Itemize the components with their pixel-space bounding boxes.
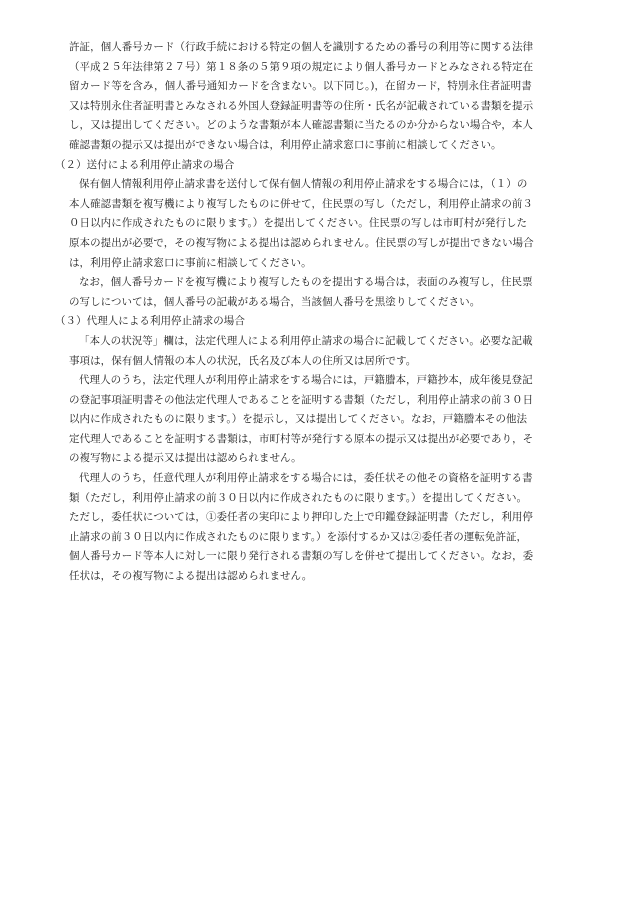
paragraph-line: ただし，委任状については，①委任者の実印により押印した上で印鑑登録証明書（ただし，利用停 bbox=[69, 511, 533, 524]
intro-line: 又は特別永住者証明書とみなされる外国人登録証明書等の住所・氏名が記載されている書類を提示 bbox=[69, 99, 534, 112]
paragraph-line: 以内に作成されたものに限ります。）を提示し，又は提出してください。なお，戸籍謄本その他法 bbox=[69, 413, 528, 426]
intro-line: し，又は提出してください。どのような書類が本人確認書類に当たるのか分からない場合や，本人 bbox=[69, 119, 533, 132]
paragraph-line: は，利用停止請求窓口に事前に相談してください。 bbox=[69, 256, 312, 269]
section-3-heading: （３）代理人による利用停止請求の場合 bbox=[55, 315, 245, 328]
paragraph-first-line: 保有個人情報利用停止請求書を送付して保有個人情報の利用停止請求をする場合には，（１）の bbox=[79, 178, 528, 191]
paragraph-line: の登記事項証明書その他法定代理人であることを証明する書類（ただし，利用停止請求の前３０日 bbox=[69, 393, 534, 406]
paragraph-line: の複写物による提示又は提出は認められません。 bbox=[69, 452, 302, 465]
paragraph-first-line: 代理人のうち，法定代理人が利用停止請求をする場合には，戸籍謄本，戸籍抄本，成年後見登記 bbox=[79, 374, 533, 387]
paragraph-line: 任状は，その複写物による提出は認められません。 bbox=[69, 570, 313, 583]
paragraph-line: 定代理人であることを証明する書類は，市町村等が発行する原本の提示又は提出が必要であり，そ bbox=[69, 432, 534, 445]
paragraph-line: 本人確認書類を複写機により複写したものに併せて，住民票の写し（ただし，利用停止請求の前３ bbox=[69, 197, 533, 210]
intro-line: 確認書類の提示又は提出ができない場合は，利用停止請求窓口に事前に相談してください。 bbox=[69, 138, 502, 151]
paragraph-line: 原本の提出が必要で，その複写物による提出は認められません。住民票の写しが提出できない場合 bbox=[69, 236, 534, 249]
paragraph-first-line: なお，個人番号カードを複写機により複写したものを提出する場合は，表面のみ複写し，住民票 bbox=[79, 276, 533, 289]
section-2-heading: （２）送付による利用停止請求の場合 bbox=[55, 158, 235, 171]
paragraph-first-line: 「本人の状況等」欄は，法定代理人による利用停止請求の場合に記載してください。必要な記載 bbox=[79, 334, 533, 347]
intro-line: 留カード等を含み，個人番号通知カードを含まない。以下同じ。)，在留カード，特別永住者証明書 bbox=[69, 80, 532, 93]
document-body bbox=[55, 38, 590, 587]
paragraph-line: 事項は，保有個人情報の本人の状況，氏名及び本人の住所又は居所です。 bbox=[69, 354, 417, 367]
paragraph-line: 類（ただし，利用停止請求の前３０日以内に作成されたものに限ります。）を提出してください。 bbox=[69, 491, 528, 504]
intro-line: 許証，個人番号カード（行政手続における特定の個人を識別するための番号の利用等に関する法律 bbox=[69, 41, 534, 53]
paragraph-line: ０日以内に作成されたものに限ります。）を提出してください。住民票の写しは市町村が発行した bbox=[69, 217, 528, 230]
paragraph-line: 個人番号カード等本人に対し一に限り発行される書類の写しを併せて提出してください。なお，委 bbox=[69, 550, 534, 563]
paragraph-line: 止請求の前３０日以内に作成されたものに限ります。）を添付するか又は②委任者の運転免許証， bbox=[69, 530, 528, 543]
paragraph-line: の写しについては，個人番号の記載がある場合，当該個人番号を黒塗りしてください。 bbox=[69, 295, 481, 308]
intro-line: （平成２５年法律第２７号）第１８条の５第９項の規定により個人番号カードとみなされる特定在 bbox=[69, 60, 534, 73]
paragraph-first-line: 代理人のうち，任意代理人が利用停止請求をする場合には，委任状その他その資格を証明する書 bbox=[79, 472, 533, 485]
